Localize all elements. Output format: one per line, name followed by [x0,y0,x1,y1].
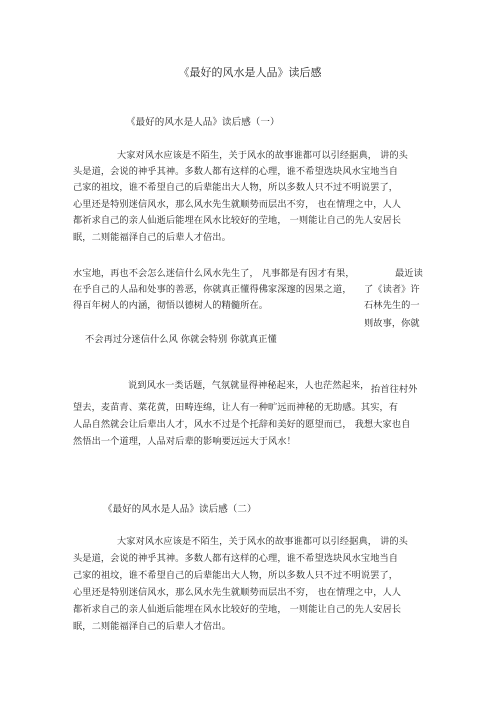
section-1-para-1-line: 眠，二则能福泽自己的后辈人才倍出。 [73,232,231,243]
section-2-title: 《最好的风水是人品》读后感（二） [103,504,257,515]
document-title: 《最好的风水是人品》读后感 [178,66,322,79]
section-2-para-1-line: 大家对风水应该是不陌生，关于风水的故事谁都可以引经据典， 讲的头 [117,536,408,547]
section-2-para-1-line: 眠，二则能福泽自己的后辈人才倍出。 [73,621,231,632]
section-1-para-1-line: 大家对风水应该是不陌生，关于风水的故事谁都可以引经据典， 讲的头 [117,150,408,161]
section-1-para-2-line: 在乎自己的人品和处事的善恶，你就真正懂得佛家深邃的因果之道， [73,284,352,295]
section-2-para-1-line: 心里还是特别迷信风水，那么风水先生就顺势而层出不穷， 也在情理之中，人人 [73,587,402,598]
section-1-side-note-line: 石林先生的一 [364,300,420,311]
section-1-para-1-line: 心里还是特别迷信风水，那么风水先生就顺势而层出不穷， 也在情理之中，人人 [73,199,402,210]
section-1-para-2-line: 得百年树人的内涵，彻悟以德树人的精髓所在。 [73,300,269,311]
section-2-para-1-line: 己家的祖坟，谁不希望自己的后辈能出大人物，所以多数人只不过不明说罢了， [73,570,399,581]
section-1-para-3-line: 人品自然就会让后辈出人才，风水不过是个托辞和美好的愿望而已， 我想大家也自 [73,419,411,430]
section-1-para-3-line: 然悟出一个道理，人品对后辈的影响要远远大于风水！ [73,436,296,447]
section-1-side-note-line: 抬首往村外 [371,384,418,395]
section-1-para-1-line: 己家的祖坟，谁不希望自己的后辈能出大人物，所以多数人只不过不明说罢了， [73,182,399,193]
section-1-para-1-line: 都祈求自己的亲人仙逝后能埋在风水比较好的茔地， 一则能让自己的先人安居长 [73,215,402,226]
section-1-title: 《最好的风水是人品》读后感（一） [126,117,280,128]
section-1-side-note-line: 最近读 [395,268,423,279]
section-1-para-2-line: 水宝地，再也不会怎么迷信什么风水先生了， 凡事都是有因才有果， [73,268,355,279]
section-1-side-note-line: 了《读者》许 [364,284,420,295]
section-2-para-1-line: 都祈求自己的亲人仙逝后能埋在风水比较好的茔地， 一则能让自己的先人安居长 [73,604,402,615]
section-1-para-2-tail: 不会再过分迷信什么风 你就会特别 你就真正懂 [85,334,277,345]
section-2-para-1-line: 头是道，会说的神乎其神。多数人都有这样的心理，谁不希望选块风水宝地当自 [73,553,399,564]
section-1-para-3-line: 说到风水一类话题，气氛就显得神秘起来，人也茫然起来， [128,380,370,391]
section-1-para-3-line: 望去，麦苗青、菜花黄，田畴连绵，让人有一种旷远而神秘的无助感。其实，有 [73,402,399,413]
section-1-para-1-line: 头是道，会说的神乎其神。多数人都有这样的心理，谁不希望选块风水宝地当自 [73,166,399,177]
section-1-side-note-line: 则故事，你就 [364,318,420,329]
